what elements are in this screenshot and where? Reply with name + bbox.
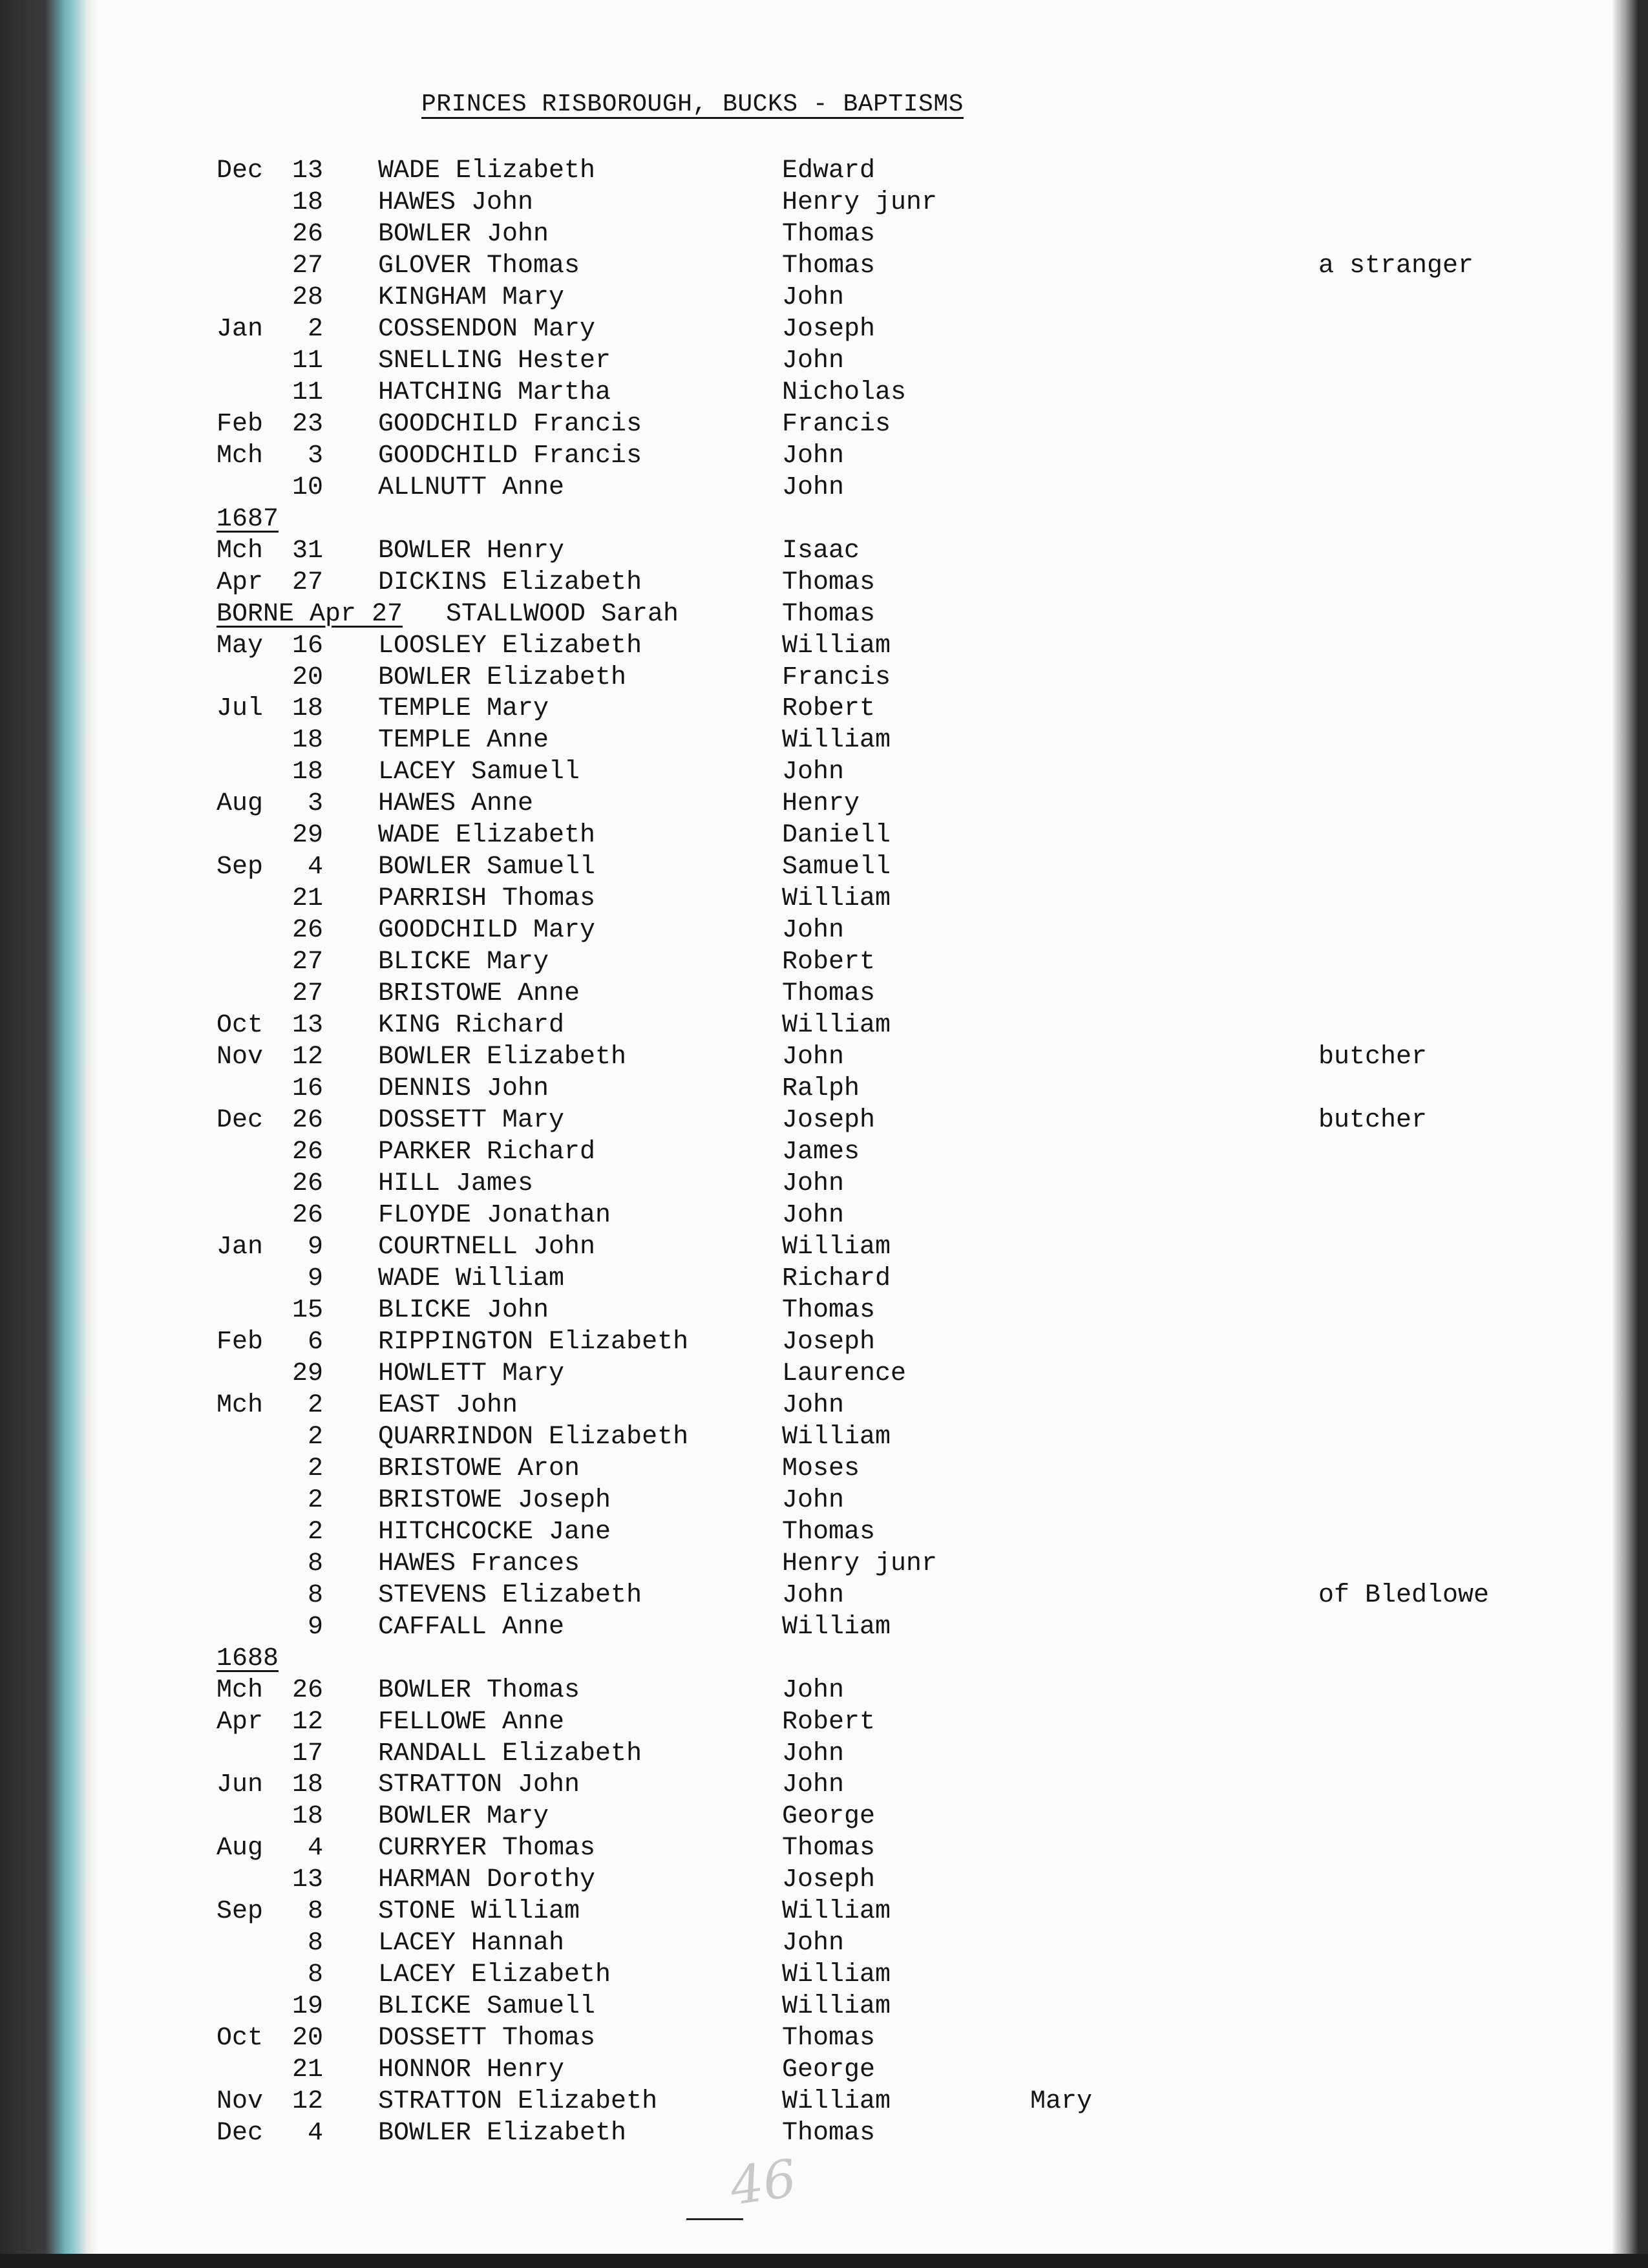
- entry-day: 9: [307, 1264, 323, 1293]
- entry-child: Thomas: [782, 1834, 876, 1863]
- register-entry: [0, 1390, 1551, 1421]
- entry-child: Henry junr: [782, 1549, 938, 1578]
- entry-day: 8: [307, 1929, 323, 1958]
- entry-day: 18: [291, 726, 323, 756]
- entry-day: 2: [307, 1485, 323, 1515]
- entry-day: 27: [291, 979, 323, 1009]
- entry-child: John: [782, 758, 845, 787]
- register-entry: [0, 472, 1551, 503]
- entry-parent: BLICKE John: [378, 1295, 549, 1325]
- entry-note: Mary: [1030, 2087, 1093, 2117]
- entry-day: 21: [291, 2055, 323, 2085]
- entry-day: 9: [307, 1232, 323, 1262]
- entry-day: 18: [291, 1770, 323, 1800]
- entry-parent: CAFFALL Anne: [378, 1612, 565, 1642]
- register-entry: [0, 155, 1551, 187]
- entry-parent: BOWLER Mary: [378, 1802, 549, 1832]
- entry-month: Sep: [217, 853, 264, 882]
- entry-child: John: [782, 1043, 845, 1072]
- register-entry: [0, 282, 1551, 313]
- entry-day: 11: [291, 377, 323, 407]
- entry-parent: COURTNELL John: [378, 1232, 596, 1262]
- entry-parent: HAWES Anne: [378, 789, 534, 819]
- entry-month: Mch: [217, 1390, 264, 1420]
- register-entry: [0, 1421, 1551, 1453]
- entry-child: Francis: [782, 662, 891, 692]
- register-entry: [0, 187, 1551, 218]
- entry-parent: DOSSETT Mary: [378, 1106, 565, 1136]
- entry-day: 9: [307, 1612, 323, 1642]
- register-entry: [0, 1738, 1551, 1770]
- register-entry: [0, 1516, 1551, 1548]
- entry-day: 8: [307, 1549, 323, 1578]
- entry-child: Henry: [782, 789, 860, 819]
- entry-day: 13: [291, 156, 323, 185]
- entry-parent: TEMPLE Anne: [378, 726, 549, 756]
- entry-child: Robert: [782, 694, 876, 724]
- entry-day: 26: [291, 1169, 323, 1199]
- entry-parent: LOOSLEY Elizabeth: [378, 631, 642, 661]
- entry-parent: ALLNUTT Anne: [378, 472, 565, 502]
- entry-parent: STRATTON John: [378, 1770, 580, 1800]
- page-right-edge: [1612, 0, 1648, 2268]
- register-entry: [0, 1991, 1551, 2022]
- register-entry: [0, 1864, 1551, 1896]
- entry-parent: TEMPLE Mary: [378, 694, 549, 724]
- entry-child: William: [782, 2087, 891, 2117]
- entry-child: Edward: [782, 156, 876, 185]
- register-entry: [0, 1263, 1551, 1295]
- entry-day: 26: [291, 1138, 323, 1167]
- register-entry: [0, 1073, 1551, 1105]
- page-number: 46: [726, 2148, 800, 2217]
- register-entry: [0, 599, 1551, 630]
- entry-month: Dec: [217, 1106, 264, 1136]
- entry-parent: BLICKE Samuell: [378, 1992, 596, 2022]
- entry-parent: WADE William: [378, 1264, 565, 1293]
- entry-day: 27: [291, 567, 323, 597]
- entry-parent: BLICKE Mary: [378, 948, 549, 977]
- entry-child: John: [782, 441, 845, 471]
- entry-parent: BOWLER Elizabeth: [378, 2119, 627, 2148]
- entry-day: 2: [307, 1422, 323, 1452]
- entry-parent: LACEY Elizabeth: [378, 1960, 611, 1990]
- register-entry: [0, 630, 1551, 662]
- entry-parent: RANDALL Elizabeth: [378, 1739, 642, 1768]
- entry-parent: EAST John: [378, 1390, 518, 1420]
- entry-month: Feb: [217, 1327, 264, 1357]
- entry-parent: HAWES Frances: [378, 1549, 580, 1578]
- entry-parent: STALLWOOD Sarah: [446, 599, 679, 629]
- entry-parent: GOODCHILD Mary: [378, 916, 596, 946]
- entry-month: Dec: [217, 2119, 264, 2148]
- entry-parent: GOODCHILD Francis: [378, 441, 642, 471]
- entry-day: 18: [291, 758, 323, 787]
- entry-parent: GLOVER Thomas: [378, 251, 580, 281]
- entry-child: John: [782, 1169, 845, 1199]
- entry-child: John: [782, 1201, 845, 1230]
- entry-day: 3: [307, 789, 323, 819]
- entry-note: butcher: [1318, 1043, 1428, 1072]
- register-entry: [0, 1769, 1551, 1801]
- entry-day: 29: [291, 1359, 323, 1388]
- entry-day: 23: [291, 409, 323, 439]
- entry-child: Isaac: [782, 536, 860, 566]
- entry-child: William: [782, 1011, 891, 1041]
- entry-child: Ralph: [782, 1074, 860, 1104]
- entry-child: William: [782, 1960, 891, 1990]
- entry-parent: STEVENS Elizabeth: [378, 1580, 642, 1610]
- page-title: PRINCES RISBOROUGH, BUCKS - BAPTISMS: [421, 90, 964, 118]
- entry-parent: BRISTOWE Anne: [378, 979, 580, 1009]
- entry-parent: BOWLER John: [378, 219, 549, 249]
- entry-child: Joseph: [782, 1106, 876, 1136]
- entry-parent: BOWLER Henry: [378, 536, 565, 566]
- entry-month: Jan: [217, 1232, 264, 1262]
- register-entry: [0, 1010, 1551, 1041]
- register-entry: [0, 756, 1551, 788]
- entry-child: William: [782, 631, 891, 661]
- entry-child: Thomas: [782, 2024, 876, 2053]
- entry-parent: BOWLER Samuell: [378, 853, 596, 882]
- register-entry: [0, 946, 1551, 978]
- entry-parent: SNELLING Hester: [378, 346, 611, 376]
- entry-child: John: [782, 1929, 845, 1958]
- entry-month: Oct: [217, 1011, 264, 1041]
- register-entry: [0, 313, 1551, 345]
- entry-day: 8: [307, 1897, 323, 1927]
- entry-day: 18: [291, 187, 323, 217]
- entry-child: John: [782, 346, 845, 376]
- entry-parent: HOWLETT Mary: [378, 1359, 565, 1388]
- register-entry: [0, 377, 1551, 408]
- entry-day: 2: [307, 1517, 323, 1547]
- entry-parent: FLOYDE Jonathan: [378, 1201, 611, 1230]
- year-label: 1688: [217, 1644, 279, 1673]
- entry-day: 26: [291, 916, 323, 946]
- entry-parent: STRATTON Elizabeth: [378, 2087, 658, 2117]
- register-entry: [0, 1896, 1551, 1927]
- entry-parent: PARKER Richard: [378, 1138, 596, 1167]
- register-entry: [0, 408, 1551, 440]
- entry-child: Moses: [782, 1454, 860, 1483]
- entry-month: Jul: [217, 694, 264, 724]
- entry-month: Nov: [217, 2087, 264, 2117]
- birth-date-label: BORNE Apr 27: [217, 599, 403, 629]
- entry-day: 18: [291, 1802, 323, 1832]
- register-entry: [0, 1801, 1551, 1832]
- register-entry: [0, 218, 1551, 250]
- entry-parent: BOWLER Elizabeth: [378, 1043, 627, 1072]
- entry-child: George: [782, 2055, 876, 2085]
- year-heading: [0, 503, 1551, 535]
- register-entry: [0, 725, 1551, 756]
- entry-day: 31: [291, 536, 323, 566]
- entry-parent: PARRISH Thomas: [378, 884, 596, 914]
- register-entry: [0, 1136, 1551, 1168]
- entry-child: John: [782, 1580, 845, 1610]
- entry-note: a stranger: [1318, 251, 1474, 281]
- entry-month: Oct: [217, 2024, 264, 2053]
- entry-parent: COSSENDON Mary: [378, 314, 596, 344]
- entry-parent: LACEY Samuell: [378, 758, 580, 787]
- register-entry: [0, 693, 1551, 725]
- entry-child: John: [782, 1739, 845, 1768]
- register-entry: [0, 820, 1551, 851]
- register-entry: [0, 788, 1551, 820]
- entry-day: 26: [291, 219, 323, 249]
- entry-parent: HATCHING Martha: [378, 377, 611, 407]
- register-entry: [0, 1832, 1551, 1864]
- register-entry: [0, 345, 1551, 377]
- entry-parent: HITCHCOCKE Jane: [378, 1517, 611, 1547]
- entry-child: William: [782, 884, 891, 914]
- register-entry: [0, 1326, 1551, 1358]
- register-entry: [0, 662, 1551, 694]
- entry-month: Aug: [217, 1834, 264, 1863]
- entry-day: 26: [291, 1201, 323, 1230]
- register-entry: [0, 1295, 1551, 1326]
- entry-parent: KINGHAM Mary: [378, 282, 565, 312]
- entry-child: Henry junr: [782, 187, 938, 217]
- entry-child: John: [782, 1770, 845, 1800]
- entry-day: 18: [291, 694, 323, 724]
- entry-parent: DOSSETT Thomas: [378, 2024, 596, 2053]
- register-entry: [0, 1959, 1551, 1991]
- entry-day: 4: [307, 853, 323, 882]
- entry-day: 3: [307, 441, 323, 471]
- entry-parent: BRISTOWE Joseph: [378, 1485, 611, 1515]
- entry-month: Jan: [217, 314, 264, 344]
- entry-parent: CURRYER Thomas: [378, 1834, 596, 1863]
- entry-month: Jun: [217, 1770, 264, 1800]
- entry-parent: RIPPINGTON Elizabeth: [378, 1327, 689, 1357]
- entry-day: 13: [291, 1011, 323, 1041]
- register-entry: [0, 1231, 1551, 1263]
- entry-child: William: [782, 1992, 891, 2022]
- register-entry: [0, 1358, 1551, 1390]
- entry-day: 17: [291, 1739, 323, 1768]
- register-entry: [0, 535, 1551, 567]
- page-bottom-edge: [0, 2254, 1648, 2268]
- entry-day: 4: [307, 1834, 323, 1863]
- register-entry: [0, 1105, 1551, 1136]
- entry-day: 29: [291, 821, 323, 851]
- entry-child: Robert: [782, 948, 876, 977]
- entry-day: 2: [307, 1390, 323, 1420]
- entry-parent: DICKINS Elizabeth: [378, 567, 642, 597]
- entry-parent: STONE William: [378, 1897, 580, 1927]
- entry-child: John: [782, 1390, 845, 1420]
- entry-child: Thomas: [782, 567, 876, 597]
- register-entry: [0, 2054, 1551, 2086]
- entry-day: 26: [291, 1106, 323, 1136]
- entry-child: Thomas: [782, 251, 876, 281]
- entry-day: 13: [291, 1865, 323, 1895]
- register-entry: [0, 1706, 1551, 1738]
- register-entry: [0, 1548, 1551, 1580]
- entry-day: 21: [291, 884, 323, 914]
- entry-month: Mch: [217, 1675, 264, 1705]
- entry-child: William: [782, 1897, 891, 1927]
- entry-day: 12: [291, 1043, 323, 1072]
- entry-parent: QUARRINDON Elizabeth: [378, 1422, 689, 1452]
- entry-child: Thomas: [782, 979, 876, 1009]
- entry-day: 6: [307, 1327, 323, 1357]
- entry-day: 2: [307, 314, 323, 344]
- entry-child: Richard: [782, 1264, 891, 1293]
- entry-month: Feb: [217, 409, 264, 439]
- entry-child: John: [782, 1485, 845, 1515]
- register-entry: [0, 883, 1551, 915]
- entry-parent: FELLOWE Anne: [378, 1707, 565, 1737]
- entry-month: Mch: [217, 441, 264, 471]
- footer-rule: [686, 2218, 743, 2220]
- entry-child: Daniell: [782, 821, 891, 851]
- entry-child: Joseph: [782, 1327, 876, 1357]
- entry-day: 2: [307, 1454, 323, 1483]
- register-entry: [0, 2117, 1551, 2149]
- entry-parent: BRISTOWE Aron: [378, 1454, 580, 1483]
- entry-child: Thomas: [782, 1295, 876, 1325]
- entry-month: Sep: [217, 1897, 264, 1927]
- entry-day: 12: [291, 2087, 323, 2117]
- entry-note: butcher: [1318, 1106, 1428, 1136]
- entry-month: Mch: [217, 536, 264, 566]
- entry-child: Samuell: [782, 853, 891, 882]
- entry-child: Thomas: [782, 1517, 876, 1547]
- entry-child: Thomas: [782, 219, 876, 249]
- entry-day: 20: [291, 662, 323, 692]
- entry-child: William: [782, 1232, 891, 1262]
- entry-day: 26: [291, 1675, 323, 1705]
- entry-child: John: [782, 1675, 845, 1705]
- entry-day: 27: [291, 948, 323, 977]
- entry-day: 16: [291, 1074, 323, 1104]
- entry-child: James: [782, 1138, 860, 1167]
- entry-day: 8: [307, 1960, 323, 1990]
- entry-child: William: [782, 1612, 891, 1642]
- entry-child: Thomas: [782, 599, 876, 629]
- register-entry: [0, 2022, 1551, 2054]
- entry-day: 10: [291, 472, 323, 502]
- entry-month: Apr: [217, 567, 264, 597]
- register-entry: [0, 1041, 1551, 1073]
- entry-child: John: [782, 472, 845, 502]
- entry-parent: WADE Elizabeth: [378, 821, 596, 851]
- entry-day: 19: [291, 1992, 323, 2022]
- entry-month: Nov: [217, 1043, 264, 1072]
- entry-child: Robert: [782, 1707, 876, 1737]
- year-label: 1687: [217, 504, 279, 534]
- entry-day: 15: [291, 1295, 323, 1325]
- entry-month: Aug: [217, 789, 264, 819]
- entry-child: Nicholas: [782, 377, 907, 407]
- register-entry: [0, 1675, 1551, 1706]
- register-entry: [0, 567, 1551, 599]
- entry-parent: HARMAN Dorothy: [378, 1865, 596, 1895]
- register-entry: [0, 1611, 1551, 1643]
- entry-child: William: [782, 1422, 891, 1452]
- entry-parent: BOWLER Elizabeth: [378, 662, 627, 692]
- entry-parent: HAWES John: [378, 187, 534, 217]
- entry-day: 8: [307, 1580, 323, 1610]
- register-entry: [0, 1200, 1551, 1231]
- register-entry: [0, 978, 1551, 1010]
- entry-child: Francis: [782, 409, 891, 439]
- register-entry: [0, 1453, 1551, 1485]
- entry-child: William: [782, 726, 891, 756]
- entry-month: Apr: [217, 1707, 264, 1737]
- register-entry: [0, 1168, 1551, 1200]
- entry-parent: WADE Elizabeth: [378, 156, 596, 185]
- entry-day: 27: [291, 251, 323, 281]
- register-entry: [0, 851, 1551, 883]
- entry-day: 11: [291, 346, 323, 376]
- entry-child: Joseph: [782, 1865, 876, 1895]
- entry-day: 20: [291, 2024, 323, 2053]
- register-entry: [0, 1927, 1551, 1959]
- entry-child: George: [782, 1802, 876, 1832]
- register-entry: [0, 440, 1551, 472]
- entry-parent: HONNOR Henry: [378, 2055, 565, 2085]
- entry-child: Laurence: [782, 1359, 907, 1388]
- entry-parent: BOWLER Thomas: [378, 1675, 580, 1705]
- entry-month: May: [217, 631, 264, 661]
- register-entry: [0, 250, 1551, 282]
- register-entry: [0, 1580, 1551, 1611]
- entry-parent: KING Richard: [378, 1011, 565, 1041]
- entry-parent: DENNIS John: [378, 1074, 549, 1104]
- entry-day: 12: [291, 1707, 323, 1737]
- entry-day: 4: [307, 2119, 323, 2148]
- entry-child: Joseph: [782, 314, 876, 344]
- entry-child: John: [782, 916, 845, 946]
- register-entry: [0, 1485, 1551, 1516]
- register-entry: [0, 2086, 1551, 2117]
- entry-day: 28: [291, 282, 323, 312]
- entry-day: 16: [291, 631, 323, 661]
- entry-note: of Bledlowe: [1318, 1580, 1490, 1610]
- entry-parent: HILL James: [378, 1169, 534, 1199]
- year-heading: [0, 1643, 1551, 1675]
- register-entry: [0, 915, 1551, 946]
- entry-parent: LACEY Hannah: [378, 1929, 565, 1958]
- entry-parent: GOODCHILD Francis: [378, 409, 642, 439]
- entry-child: John: [782, 282, 845, 312]
- entry-month: Dec: [217, 156, 264, 185]
- entry-child: Thomas: [782, 2119, 876, 2148]
